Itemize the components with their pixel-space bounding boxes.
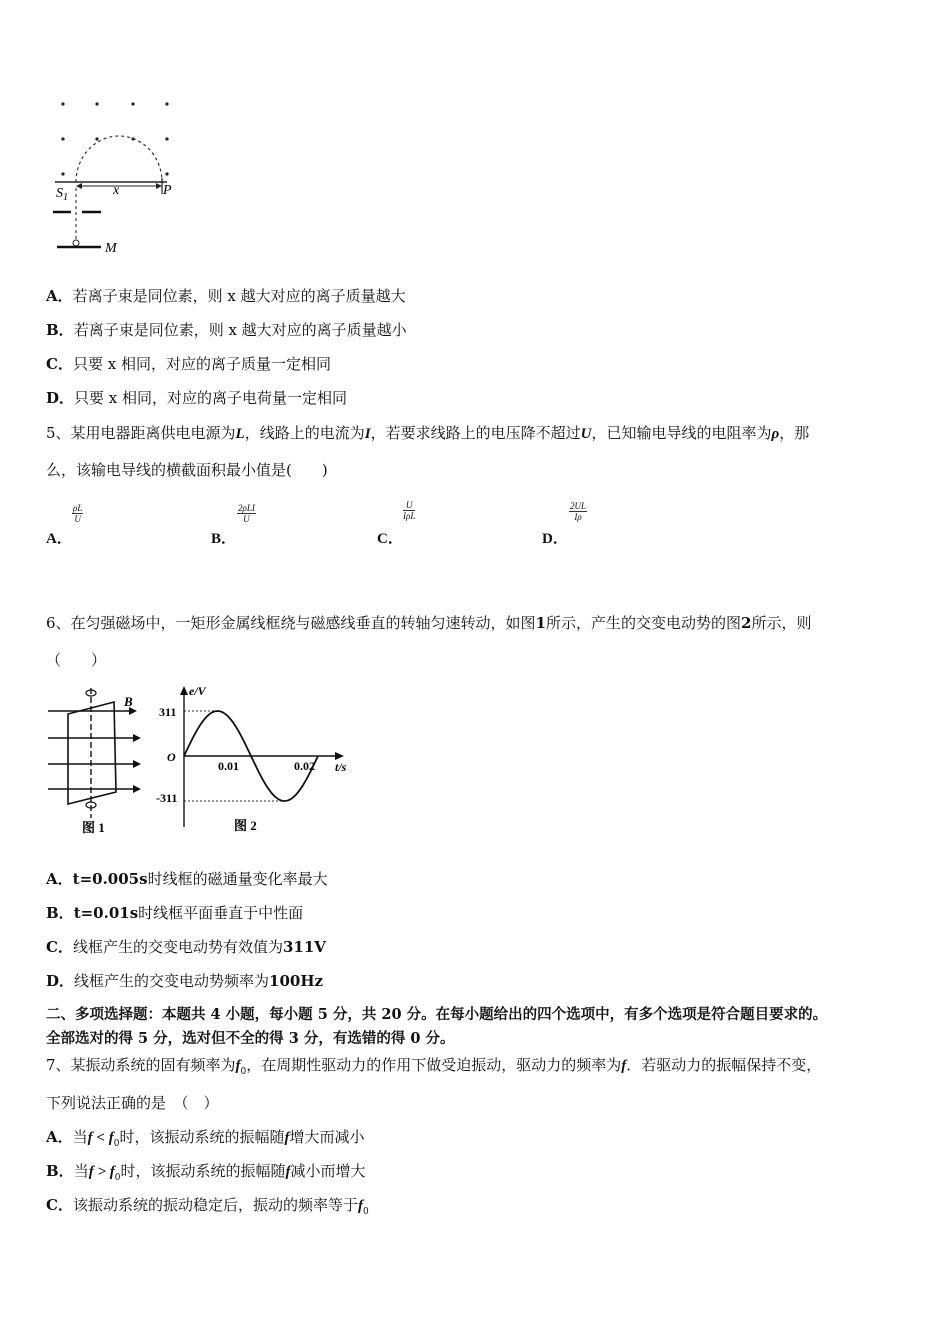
q6-option-a: A．t=0.005s时线框的磁通量变化率最大: [46, 870, 328, 888]
q5-option-b-fraction: 2ρLI U: [238, 503, 255, 524]
section2-heading-line1: 二、多项选择题：本题共 4 小题，每小题 5 分，共 20 分。在每小题给出的四个选项中，有多个选项是符合题目要求的。: [46, 1006, 828, 1023]
spectrometer-figure: [45, 90, 195, 260]
q5-stem-line2: 么，该输电导线的横截面积最小值是( ): [46, 461, 328, 479]
q7-option-c: C．该振动系统的振动稳定后，振动的频率等于$f_0$: [46, 1196, 369, 1217]
m-label: M: [105, 241, 117, 256]
q7-stem-line1: 7、某振动系统的固有频率为$f_0$，在周期性驱动力的作用下做受迫振动，驱动力的频率为f．若驱动力的振幅保持不变，: [46, 1056, 822, 1077]
q6-stem-line2: （ ）: [46, 651, 107, 669]
q5-option-d-fraction: $\frac{2UL}{I\rho}$: [570, 501, 587, 522]
fig1-caption: 图 1: [82, 820, 105, 835]
field-dot: [61, 172, 64, 175]
q6-option-c: C．线框产生的交变电动势有效值为311V: [46, 938, 326, 956]
origin-label: O: [167, 750, 176, 764]
field-dot: [165, 102, 168, 105]
ion-trajectory: [76, 136, 162, 182]
q5-option-a-fraction: $\frac{\rho L}{U}$: [73, 503, 83, 524]
q6-option-d: D．线框产生的交变电动势频率为100Hz: [46, 972, 324, 990]
field-dot: [165, 172, 168, 175]
q5-option-c-fraction: U IρL: [403, 500, 416, 521]
ion-source: [73, 240, 79, 246]
x-axis-arrowhead: [335, 752, 344, 760]
b-label: B: [124, 694, 133, 709]
field-dot: [165, 137, 168, 140]
field-arrowhead: [133, 785, 141, 793]
x-tick-2: 0.02: [294, 759, 315, 773]
field-dot: [95, 137, 98, 140]
q7-option-a: A．当$f < f_0$时，该振动系统的振幅随f增大而减小: [46, 1128, 365, 1149]
q7-option-b: B．当$f > f_0$时，该振动系统的振幅随f减小而增大: [46, 1162, 366, 1183]
q4-option-c: C．只要 x 相同，对应的离子质量一定相同: [46, 355, 331, 373]
q4-option-a: A．若离子束是同位素，则 x 越大对应的离子质量越大: [46, 287, 406, 305]
q6-option-b: B．t=0.01s时线框平面垂直于中性面: [46, 904, 304, 922]
q5-option-a-label: A．: [46, 531, 72, 547]
fig2-emf-chart: [150, 682, 355, 840]
section2-heading-line2: 全部选对的得 5 分，选对但不全的得 3 分，有选错的得 0 分。: [46, 1030, 455, 1047]
q5-option-b-label: B．: [211, 531, 237, 547]
x-axis-label: t/s: [335, 760, 347, 774]
y-axis-arrowhead: [180, 686, 188, 695]
x-label: x: [113, 183, 120, 198]
field-dot: [61, 102, 64, 105]
x-tick-1: 0.01: [218, 759, 239, 773]
x-arrow-left-head: [76, 183, 82, 189]
p-label: P: [163, 183, 172, 198]
q5-option-c-label: C．: [377, 531, 403, 547]
q5-option-d-label: D．: [542, 531, 568, 547]
y-tick-min: -311: [156, 791, 178, 805]
field-dot: [131, 102, 134, 105]
field-dot: [95, 102, 98, 105]
q7-stem-line2: 下列说法正确的是 （ ）: [46, 1094, 219, 1112]
q4-option-b: B．若离子束是同位素，则 x 越大对应的离子质量越小: [46, 321, 407, 339]
x-arrow-right-head: [156, 183, 162, 189]
y-axis-label: e/V: [189, 684, 206, 698]
fig1-rotating-frame: [44, 684, 154, 839]
field-arrowhead: [133, 760, 141, 768]
q5-stem-line1: 5、某用电器距离供电电源为L，线路上的电流为I，若要求线路上的电压降不超过U，已知输电导线的电阻率为ρ，那: [46, 424, 810, 442]
s1-label: $S_1$: [56, 186, 68, 203]
field-arrowhead: [133, 734, 141, 742]
q6-stem-line1: 6、在匀强磁场中，一矩形金属线框绕与磁感线垂直的转轴匀速转动，如图1所示，产生的交变电动势的图2所示，则: [46, 614, 812, 632]
q4-option-d: D．只要 x 相同，对应的离子电荷量一定相同: [46, 389, 348, 407]
field-dot: [61, 137, 64, 140]
fig2-caption: 图 2: [234, 818, 257, 833]
y-tick-max: 311: [159, 705, 177, 719]
